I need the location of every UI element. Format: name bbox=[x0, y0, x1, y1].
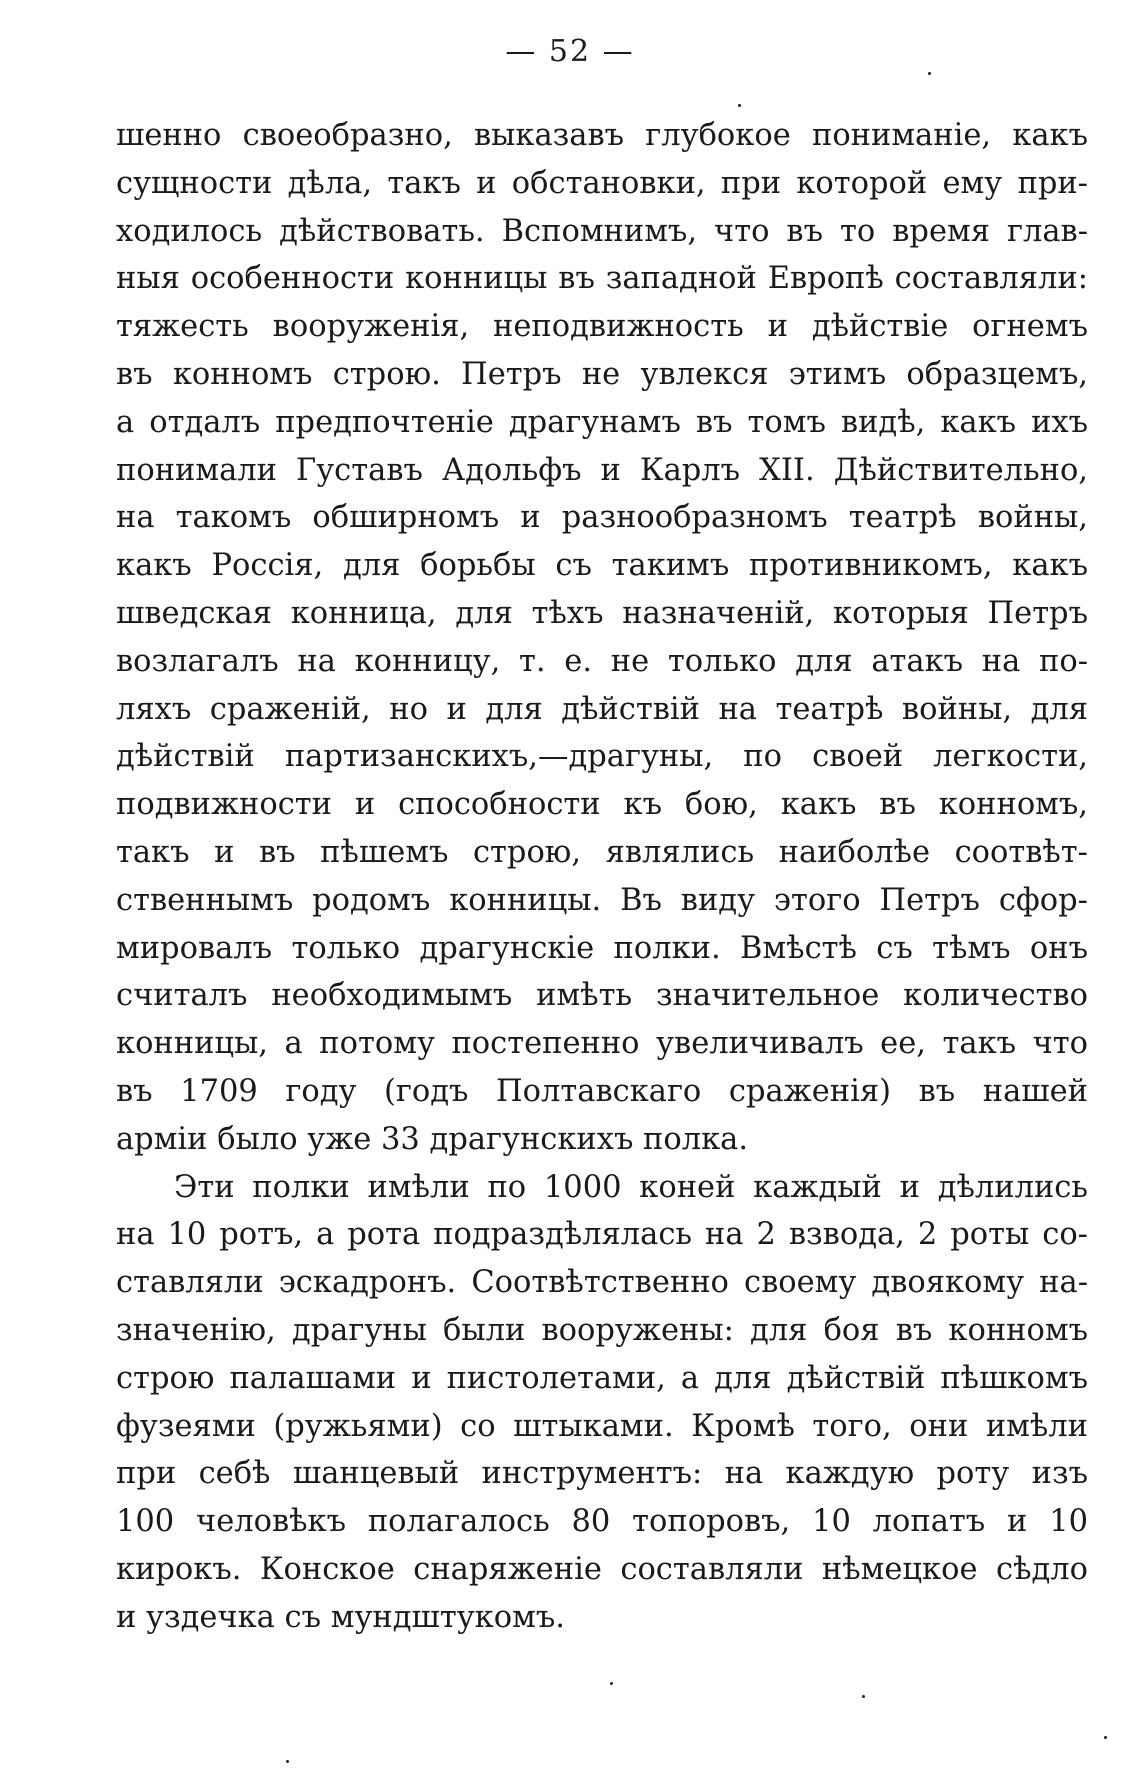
text-line: въ конномъ строю. Петръ не увлекся этимъ образцемъ, bbox=[116, 356, 1088, 392]
text-line: строю палашами и пистолетами, а для дѣйствій пѣшкомъ bbox=[116, 1360, 1088, 1396]
text-line: на 10 ротъ, а рота подраздѣлялась на 2 взвода, 2 роты со- bbox=[116, 1217, 1088, 1253]
body-text bbox=[116, 112, 1088, 1642]
text-line: кирокъ. Конское снаряженіе составляли нѣмецкое сѣдло bbox=[116, 1551, 1088, 1587]
text-line: шведская конница, для тѣхъ назначеній, которыя Петръ bbox=[116, 595, 1088, 631]
text-line: арміи было уже 33 драгунскихъ полка. bbox=[116, 1121, 749, 1157]
text-line: ставляли эскадронъ. Соотвѣтственно своему двоякому на- bbox=[116, 1265, 1088, 1301]
text-line: возлагалъ на конницу, т. е. не только для атакъ на по- bbox=[116, 643, 1088, 679]
text-line: 100 человѣкъ полагалось 80 топоровъ, 10 лопатъ и 10 bbox=[116, 1504, 1088, 1540]
text-line: ныя особенности конницы въ западной Европѣ составляли: bbox=[116, 261, 1088, 297]
text-line: ственнымъ родомъ конницы. Въ виду этого Петръ сфор- bbox=[116, 882, 1088, 918]
scan-speck bbox=[928, 72, 931, 75]
text-line: фузеями (ружьями) со штыками. Кромѣ того, они имѣли bbox=[116, 1408, 1088, 1444]
scan-speck bbox=[610, 1682, 613, 1685]
text-line: въ 1709 году (годъ Полтавскаго сраженія) въ нашей bbox=[116, 1073, 1088, 1109]
text-line: ляхъ сраженій, но и для дѣйствій на театрѣ войны, для bbox=[116, 691, 1088, 727]
paragraph-2 bbox=[116, 1164, 1088, 1642]
text-line: на такомъ обширномъ и разнообразномъ театрѣ войны, bbox=[116, 500, 1088, 536]
scan-speck bbox=[286, 1760, 289, 1763]
text-line: сущности дѣла, такъ и обстановки, при которой ему при- bbox=[116, 165, 1088, 201]
text-line: а отдалъ предпочтеніе драгунамъ въ томъ видѣ, какъ ихъ bbox=[116, 404, 1088, 440]
scan-speck bbox=[862, 1695, 865, 1698]
text-line: какъ Россія, для борьбы съ такимъ противникомъ, какъ bbox=[116, 548, 1088, 584]
text-line: Эти полки имѣли по 1000 коней каждый и дѣлились bbox=[174, 1169, 1088, 1205]
text-line: понимали Густавъ Адольфъ и Карлъ XII. Дѣйствительно, bbox=[116, 452, 1088, 488]
text-line: значенію, драгуны были вооружены: для боя въ конномъ bbox=[116, 1312, 1088, 1348]
text-line: подвижности и способности къ бою, какъ въ конномъ, bbox=[116, 787, 1088, 823]
text-line: и уздечка съ мундштукомъ. bbox=[116, 1599, 565, 1635]
text-line: такъ и въ пѣшемъ строю, являлись наиболѣе соотвѣт- bbox=[116, 834, 1088, 870]
scan-speck bbox=[738, 104, 741, 107]
text-line: при себѣ шанцевый инструментъ: на каждую роту изъ bbox=[116, 1456, 1088, 1492]
text-line: мировалъ только драгунскіе полки. Вмѣстѣ съ тѣмъ онъ bbox=[116, 930, 1088, 966]
text-line: конницы, а потому постепенно увеличивалъ ее, такъ что bbox=[116, 1026, 1088, 1062]
text-line: ходилось дѣйствовать. Вспомнимъ, что въ то время глав- bbox=[116, 213, 1088, 249]
paragraph-1 bbox=[116, 112, 1088, 1164]
page-number: — 52 — bbox=[505, 34, 635, 69]
text-line: считалъ необходимымъ имѣть значительное количество bbox=[116, 978, 1088, 1014]
text-line: шенно своеобразно, выказавъ глубокое пониманіе, какъ bbox=[116, 118, 1088, 153]
scan-speck bbox=[1104, 1736, 1107, 1739]
text-line: тяжесть вооруженія, неподвижность и дѣйствіе огнемъ bbox=[116, 309, 1088, 345]
text-line: дѣйствій партизанскихъ,—драгуны, по своей легкости, bbox=[116, 739, 1088, 775]
